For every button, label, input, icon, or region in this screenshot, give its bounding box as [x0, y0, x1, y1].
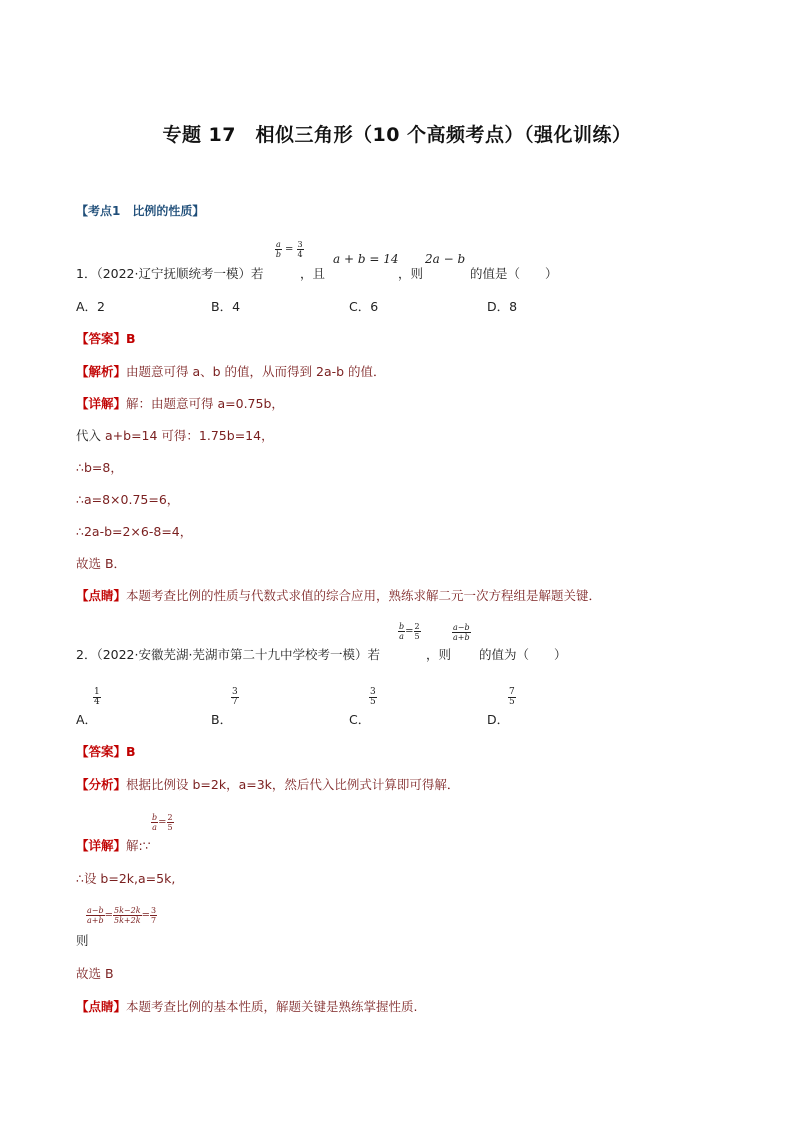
q2-f2-num: 5k−2k — [113, 906, 141, 915]
q2-detail-prefix: 解:∵ — [126, 838, 151, 853]
q2-option-d-den: 5 — [509, 697, 515, 707]
q2-option-d-frac — [508, 688, 516, 707]
q2-cond-num: 2 — [414, 622, 420, 631]
q2-option-c-letter[interactable]: C． — [349, 712, 371, 727]
q2-expr-num: a−b — [453, 623, 470, 632]
q2-option-b-letter[interactable]: B． — [211, 712, 233, 727]
q2-f3-num: 3 — [150, 906, 157, 915]
q1-prefix: 1．（2022·辽宁抚顺统考一模）若 — [76, 266, 264, 281]
q1-analysis-line — [76, 362, 386, 380]
q2-expr — [452, 623, 471, 642]
q2-f2-den: 5k+2k — [113, 916, 141, 925]
q1-analysis-tag: 【解析】 — [76, 364, 127, 379]
q2-cond-eq: = — [405, 626, 414, 637]
q1-cond-rhs-num: 3 — [297, 240, 303, 249]
q1-detail-2 — [76, 426, 274, 444]
q1-detail-line — [76, 394, 284, 412]
q2-option-d-num: 7 — [509, 687, 515, 697]
q2-detail-eq: = — [158, 817, 167, 828]
q2-line-set: ∴设 b=2k,a=5k, — [76, 871, 176, 886]
q2-eq-2: = — [141, 910, 150, 921]
q2-detail-b: b — [152, 813, 158, 822]
q2-option-b-frac — [231, 688, 239, 707]
q1-suffix: 的值是（ ） — [470, 266, 558, 281]
q2-analysis-tag: 【分析】 — [76, 777, 127, 792]
q1-cond-eq: = — [284, 244, 294, 255]
q2-option-c-num: 3 — [370, 687, 376, 697]
q2-option-b-den: 7 — [232, 697, 238, 707]
q2-detail-a: a — [152, 823, 157, 832]
q1-condition — [275, 240, 304, 259]
q1-answer-line — [76, 329, 136, 347]
q1-line3: ∴b=8， — [76, 460, 123, 475]
q2-cond-b: b — [399, 622, 405, 631]
q2-f1-num: a−b — [87, 906, 104, 915]
q2-comment: 本题考查比例的基本性质，解题关键是熟练掌握性质. — [126, 999, 418, 1014]
q1-answer-tag: 【答案】 — [76, 331, 127, 346]
q1-detail-1: 解：由题意可得 a=0.75b， — [126, 396, 284, 411]
q2-comment-line — [76, 997, 418, 1015]
q2-answer: B — [126, 744, 136, 759]
q2-cond-a: a — [399, 632, 404, 641]
q2-option-a-letter[interactable]: A． — [76, 712, 98, 727]
q2-option-d-letter[interactable]: D． — [487, 712, 510, 727]
q2-detail-line — [76, 836, 151, 854]
section-heading: 【考点1 比例的性质】 — [76, 204, 205, 218]
q1-option-b[interactable]: B．4 — [211, 299, 241, 314]
q2-analysis: 根据比例设 b=2k，a=3k，然后代入比例式计算即可得解． — [126, 777, 460, 792]
q1-detail-tag: 【详解】 — [76, 396, 127, 411]
q2-comment-tag: 【点睛】 — [76, 999, 127, 1014]
q2-f1-den: a+b — [87, 916, 104, 925]
q2-suffix: 的值为（ ） — [479, 647, 567, 662]
q2-calc — [86, 906, 157, 925]
q2-option-c-frac — [369, 688, 377, 707]
q2-detail-den: 5 — [167, 823, 173, 832]
q2-expr-den: a+b — [453, 633, 470, 642]
q2-answer-tag: 【答案】 — [76, 744, 127, 759]
q2-option-a-den: 4 — [94, 697, 100, 707]
q1-cond-num: a — [276, 240, 281, 249]
q2-detail-tag: 【详解】 — [76, 838, 127, 853]
q1-expr2: 2a − b — [425, 252, 466, 266]
q2-f3-den: 7 — [150, 916, 157, 925]
q2-condition — [398, 622, 421, 641]
q1-detail-2-prefix: 代入 — [76, 428, 102, 443]
q1-analysis: 由题意可得 a、b 的值，从而得到 2a-b 的值． — [126, 364, 386, 379]
q2-prefix: 2．（2022·安徽芜湖·芜湖市第二十九中学校考一模）若 — [76, 647, 380, 662]
page-title: 专题 17 相似三角形（10 个高频考点）（强化训练） — [162, 124, 632, 146]
q2-then: 则 — [76, 933, 89, 948]
q2-choose: 故选 B — [76, 966, 114, 981]
q2-answer-line — [76, 742, 136, 760]
q2-option-a-frac — [93, 688, 101, 707]
q2-cond-den: 5 — [414, 632, 420, 641]
q1-option-c[interactable]: C．6 — [349, 299, 379, 314]
q2-detail-cond — [151, 813, 174, 832]
q1-option-a[interactable]: A．2 — [76, 299, 106, 314]
q1-option-d[interactable]: D．8 — [487, 299, 518, 314]
q1-detail-2-text: a+b=14 可得：1.75b=14， — [105, 428, 274, 443]
q1-comment-line — [76, 586, 601, 604]
q2-eq-1: = — [104, 910, 113, 921]
q1-mid2: ，则 — [398, 266, 424, 281]
q1-cond-den: b — [275, 250, 281, 259]
q1-line4: ∴a=8×0.75=6， — [76, 492, 180, 507]
q2-option-b-num: 3 — [232, 687, 238, 697]
q1-choose: 故选 B． — [76, 556, 127, 571]
q1-line5: ∴2a-b=2×6-8=4， — [76, 524, 193, 539]
q1-expr1: a + b = 14 — [333, 252, 399, 266]
q2-mid: ，则 — [426, 647, 452, 662]
q1-cond-rhs-den: 4 — [297, 250, 303, 259]
q2-analysis-line — [76, 775, 459, 793]
q1-stem — [76, 264, 264, 282]
q2-option-c-den: 5 — [370, 697, 376, 707]
q1-answer: B — [126, 331, 136, 346]
q2-option-a-num: 1 — [94, 687, 100, 697]
q2-detail-num: 2 — [167, 813, 173, 822]
q1-comment: 本题考查比例的性质与代数式求值的综合应用，熟练求解二元一次方程组是解题关键． — [126, 588, 602, 603]
q1-mid1: ，且 — [300, 266, 326, 281]
q1-comment-tag: 【点睛】 — [76, 588, 127, 603]
